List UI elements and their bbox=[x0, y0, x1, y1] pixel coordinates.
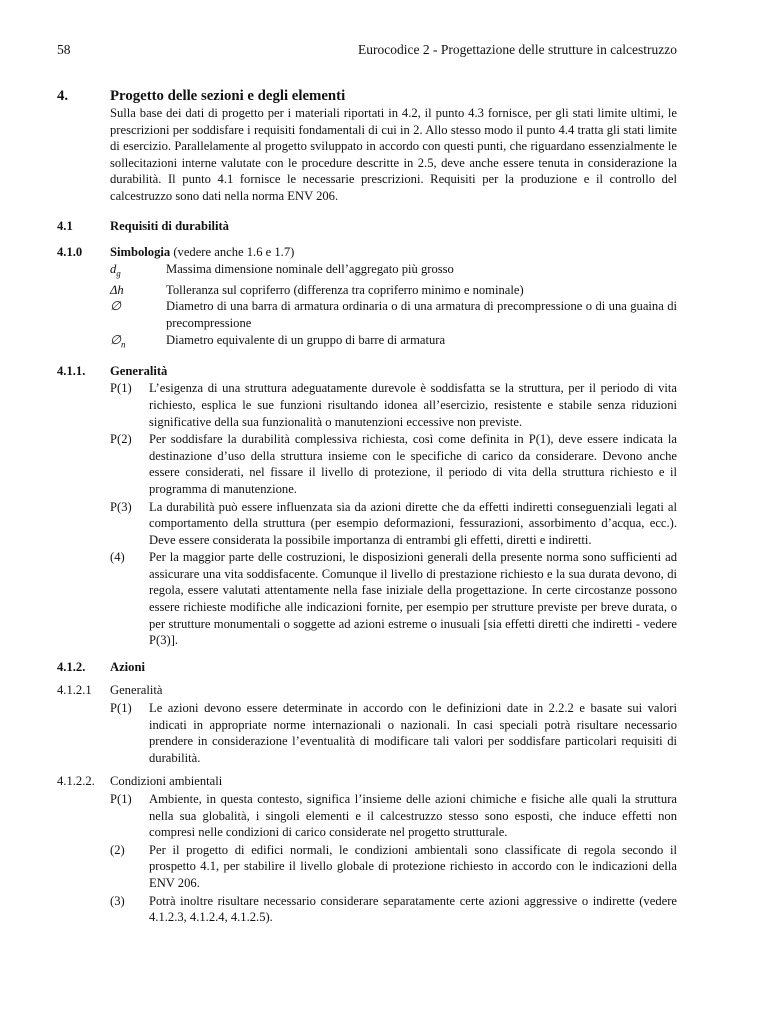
subsection-number: 4.1 bbox=[57, 218, 73, 233]
symbol: ∅ bbox=[110, 299, 121, 314]
clause-label: P(2) bbox=[110, 432, 132, 447]
running-title: Eurocodice 2 - Progettazione delle strutture in calcestruzzo bbox=[358, 42, 677, 57]
subsubsection-heading bbox=[57, 773, 677, 790]
clause-label: P(1) bbox=[110, 381, 132, 396]
clause bbox=[110, 499, 677, 549]
subsubsection-heading bbox=[57, 682, 677, 699]
page-number: 58 bbox=[57, 42, 71, 57]
section-number: 4. bbox=[57, 88, 69, 104]
section-heading bbox=[57, 87, 677, 105]
symbol-list bbox=[110, 261, 677, 353]
clause-label: P(3) bbox=[110, 499, 132, 514]
clause bbox=[110, 791, 677, 841]
section-title: Progetto delle sezioni e degli elementi bbox=[110, 88, 346, 104]
clause-text: Per il progetto di edifici normali, le condizioni ambientali sono classificate di regola secondo il prospetto 4.1, per stabilire il livello globale di protezione richiesto in accordo con le indicazioni della ENV 206. bbox=[149, 842, 677, 890]
clause bbox=[110, 842, 677, 892]
clause bbox=[110, 893, 677, 926]
page-header bbox=[57, 41, 677, 58]
clause-label: P(1) bbox=[110, 701, 132, 716]
subsection-heading bbox=[57, 244, 677, 261]
clause bbox=[110, 549, 677, 649]
subsection-heading bbox=[57, 659, 677, 676]
intro-paragraph: Sulla base dei dati di progetto per i materiali riportati in 4.2, il punto 4.3 fornisce, per gli stati limite ultimi, le prescrizioni per soddisfare i requisiti fondamentali di cui in 2. Allo stesso modo il punto 4.4 tratta gli stati limite di esercizio. Parallelamente al progetto sviluppato in accordo con questi punti, che riguardano essenzialmente le sollecitazioni interne valutate con le procedure descritte in 2.5, deve anche essere tenuta in considerazione la durabilità. Il punto 4.1 fornisce le necessarie prescrizioni. Requisiti per la produzione e il controllo del calcestruzzo sono dati nella norma ENV 206. bbox=[110, 106, 677, 203]
subsection-title: Requisiti di durabilità bbox=[110, 218, 229, 233]
subsection-note: (vedere anche 1.6 e 1.7) bbox=[173, 245, 295, 260]
clause-label: (3) bbox=[110, 893, 125, 908]
clause-text: Potrà inoltre risultare necessario considerare separatamente certe azioni aggressive o indirette (vedere 4.1.2.3, 4.1.2.4, 4.1.2.5). bbox=[149, 893, 677, 925]
clause-text: La durabilità può essere influenzata sia da azioni dirette che da effetti indiretti conseguenziali legati al comportamento della struttura (per esempio deformazioni, fessurazioni, assorbimento d’acqua, ecc.). Deve essere considerata la possibile importanza di entrambi gli effetti, diretti e indiretti. bbox=[149, 499, 677, 547]
clause-label: P(1) bbox=[110, 792, 132, 806]
symbol-description: Diametro equivalente di un gruppo di barre di armatura bbox=[166, 332, 446, 347]
subsection-number: 4.1.2. bbox=[57, 659, 86, 674]
symbol-description: Tolleranza sul copriferro (differenza tra copriferro minimo e nominale) bbox=[166, 282, 524, 297]
symbol-row bbox=[110, 332, 677, 353]
subsection-heading bbox=[57, 363, 677, 380]
subsection-title: Generalità bbox=[110, 363, 168, 378]
clause-text: Per soddisfare la durabilità complessiva richiesta, così come definita in P(1), deve essere indicata la destinazione d’uso della struttura insieme con le specifiche di carico da considerare. Devono anche essere considerati, nel fissare il livello di protezione, il periodo di vita della struttura richiesto e il programma di manutenzione. bbox=[149, 432, 677, 496]
clause-text: Ambiente, in questa contesto, significa l’insieme delle azioni chimiche e fisiche alle quali la struttura nella sua globalità, i singoli elementi e il calcestruzzo stesso sono esposti, che induce effetti non compresi nelle condizioni di carico considerate nel progetto strutturale. bbox=[149, 792, 677, 840]
subsubsection-title: Generalità bbox=[110, 683, 163, 698]
clause bbox=[110, 700, 677, 766]
subsection-number: 4.1.0 bbox=[57, 245, 83, 260]
clause-text: L’esigenza di una struttura adeguatamente durevole è soddisfatta se la struttura, per il periodo di vita richiesto, esplica le sue funzioni risultando idonea all’esercizio, resistente e stabile senza riduzioni significative della sua funzionalità o manutenzioni eccessive non previste. bbox=[149, 381, 677, 429]
symbol-row bbox=[110, 282, 677, 299]
clause bbox=[110, 380, 677, 430]
symbol: $\emptyset_n$ bbox=[110, 332, 126, 350]
symbol: Δh bbox=[110, 282, 124, 297]
subsection-number: 4.1.1. bbox=[57, 363, 86, 378]
subsubsection-number: 4.1.2.2. bbox=[57, 774, 95, 789]
clause-text: Le azioni devono essere determinate in accordo con le definizioni date in 2.2.2 e basate sui valori indicati in appropriate norme internazionali o nazionali. In casi speciali potrà risultare necessario prendere in considerazione l’eventualità di modificare tali valori per soddisfare particolari requisiti di durabilità. bbox=[149, 701, 677, 765]
clause bbox=[110, 431, 677, 497]
subsection-title: Simbologia bbox=[110, 245, 171, 260]
clause-label: (4) bbox=[110, 550, 125, 565]
subsubsection-number: 4.1.2.1 bbox=[57, 683, 92, 698]
subsection-heading bbox=[57, 218, 677, 235]
clause-label: (2) bbox=[110, 842, 125, 857]
page-content bbox=[57, 87, 677, 926]
clause-text: Per la maggior parte delle costruzioni, le disposizioni generali della presente norma sono sufficienti ad assicurare una vita soddisfacente. Comunque il livello di prestazione richiesto e la sua durata devono, di regola, essere valutati attentamente nella fase iniziale della progettazione. In certe circostanze possono essere richieste modifiche alle indicazioni fornite, per esempio per strutture previste per breve durata, o per strutture monumentali o soggette ad azioni estreme o inusuali [sia effetti diretti che indiretti - vedere P(3)]. bbox=[149, 550, 677, 648]
symbol-description: Diametro di una barra di armatura ordinaria o di una armatura di precompressione o di una guaina di precompressione bbox=[166, 299, 677, 331]
symbol-row bbox=[110, 261, 677, 282]
symbol-description: Massima dimensione nominale dell’aggregato più grosso bbox=[166, 261, 454, 276]
symbol: $d_g$ bbox=[110, 261, 121, 279]
subsection-title: Azioni bbox=[110, 659, 145, 674]
symbol-row bbox=[110, 298, 677, 331]
subsubsection-title: Condizioni ambientali bbox=[110, 774, 223, 789]
